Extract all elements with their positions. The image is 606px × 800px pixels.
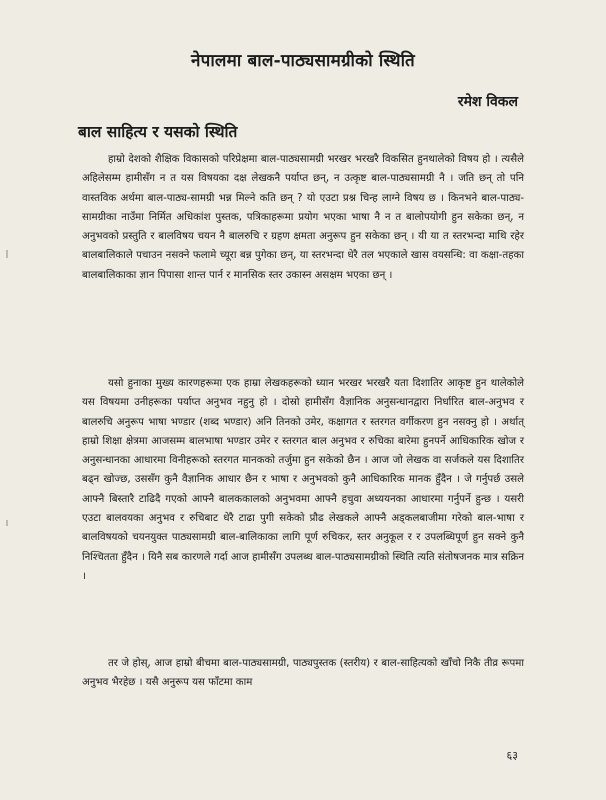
paragraph-text: यसो हुनाका मुख्य कारणहरूमा एक हाम्रा लेखकहरूको ध्यान भरखर भरखरै यता दिशातिर आकृष्ट हुन थालेकोले यस विषयमा उनीहरूका पर्याप्त अनुभव नहुनु हो । दोस्रो हामीसँग वैज्ञानिक अनुसन्धानद्वारा निर्धारित बाल-अनुभव र बालरुचि अनुरूप भाषा भण्डार (शब्द भण्डार) अनि तिनको उमेर, कक्षागत र स्तरगत वर्गीकरण हुन नसक्नु हो । अर्थात् हाम्रो शिक्षा क्षेत्रमा आजसम्म बालभाषा भण्डार उमेर र स्तरगत बाल अनुभव र रुचिका बारेमा हुनपर्ने आधिकारिक खोज र अनुसन्धानका आधारमा विनीहरूको स्तरगत मानकको तर्जुमा हुन सकेको छैन । आज जो लेखक वा सर्जकले यस दिशातिर बढ्न खोज्छ, उससँग कुनै वैज्ञानिक आधार छैन र भाषा र अनुभवको कुनै आधिकारिक मानक हुँदैन । जे गर्नुपर्छ उसले आफ्नै बिस्तारै टाढिदै गएको आफ्नै बालककालको अनुभवमा आफ्नै हचुवा अध्ययनका आधारमा गर्नुपर्ने हुन्छ । यसरी एउटा बालवयका अनुभव र रुचिबाट धेरै टाढा पुगी सकेको प्रौढ लेखकले आफ्नै अड्कलबाजीमा गरेको बाल-भाषा र बालविषयको चयनयुक्त पाठ्यसामग्री बाल-बालिकाका लागि पूर्ण रुचिकर, स्तर अनुकूल र र उपलब्धिपूर्ण हुन सक्ने कुनै निश्चितता हुँदैन । यिनै सब कारणले गर्दा आज हामीसँग उपलब्ध बाल-पाठ्यसामग्रीको स्थिति त्यति संतोषजनक मात्र सक्रिन । (82, 378, 524, 582)
paragraph-2 (82, 374, 524, 586)
paragraph-text: हाम्रो देशको शैक्षिक विकासको परिप्रेक्षमा बाल-पाठ्यसामग्री भरखर भरखरै विकसित हुनथालेको विषय हो । त्यसैले अहिलेसम्म हामीसँग न त यस विषयका दक्ष लेखकनै पर्याप्त छन्, न उत्कृष्ट बाल-पाठ्यसामग्री नै । जति छन् तो पनि वास्तविक अर्थमा बाल-पाठ्य-सामग्री भन्न मिल्ने कति छन् ? यो एउटा प्रश्न चिन्ह लाग्ने विषय छ । किनभने बाल-पाठ्य-सामग्रीका नाउँमा निर्मित अधिकांश पुस्तक, पत्रिकाहरूमा प्रयोग भएका भाषा नै न त बालोपयोगी हुन सकेका छन्, न अनुभवको प्रस्तुति र बालविषय चयन नै बालरुचि र ग्रहण क्षमता अनुरूप हुन सकेका छन् । यी या त स्तरभन्दा माथि रहेर बालबालिकाले पचाउन नसक्ने फलामे च्यूरा बन्न पुगेका छन्, या स्तरभन्दा धेरै तल भएकाले खास वयसन्धि: वा कक्षा-तहका बालबालिकाका ज्ञान पिपासा शान्त पार्न र मानसिक स्तर उकास्न असक्षम भएका छन् । (82, 154, 524, 281)
article-title: नेपालमा बाल-पाठ्यसामग्रीको स्थिति (191, 51, 415, 71)
scan-mark (6, 520, 8, 526)
paragraph-3 (82, 654, 524, 693)
author-name: रमेश विकल (457, 94, 518, 110)
page-number: ६३ (506, 749, 518, 762)
scan-mark (6, 250, 8, 258)
section-heading: बाल साहित्य र यसको स्थिति (78, 123, 238, 141)
paragraph-1 (82, 150, 524, 285)
paragraph-text: तर जे होस्, आज हाम्रो बीचमा बाल-पाठ्यसामग्री, पाठ्यपुस्तक (स्तरीय) र बाल-साहित्यको खाँचो निकै तीव्र रूपमा अनुभव भैरहेछ । यसै अनुरूप यस फाँटमा काम (82, 658, 524, 689)
